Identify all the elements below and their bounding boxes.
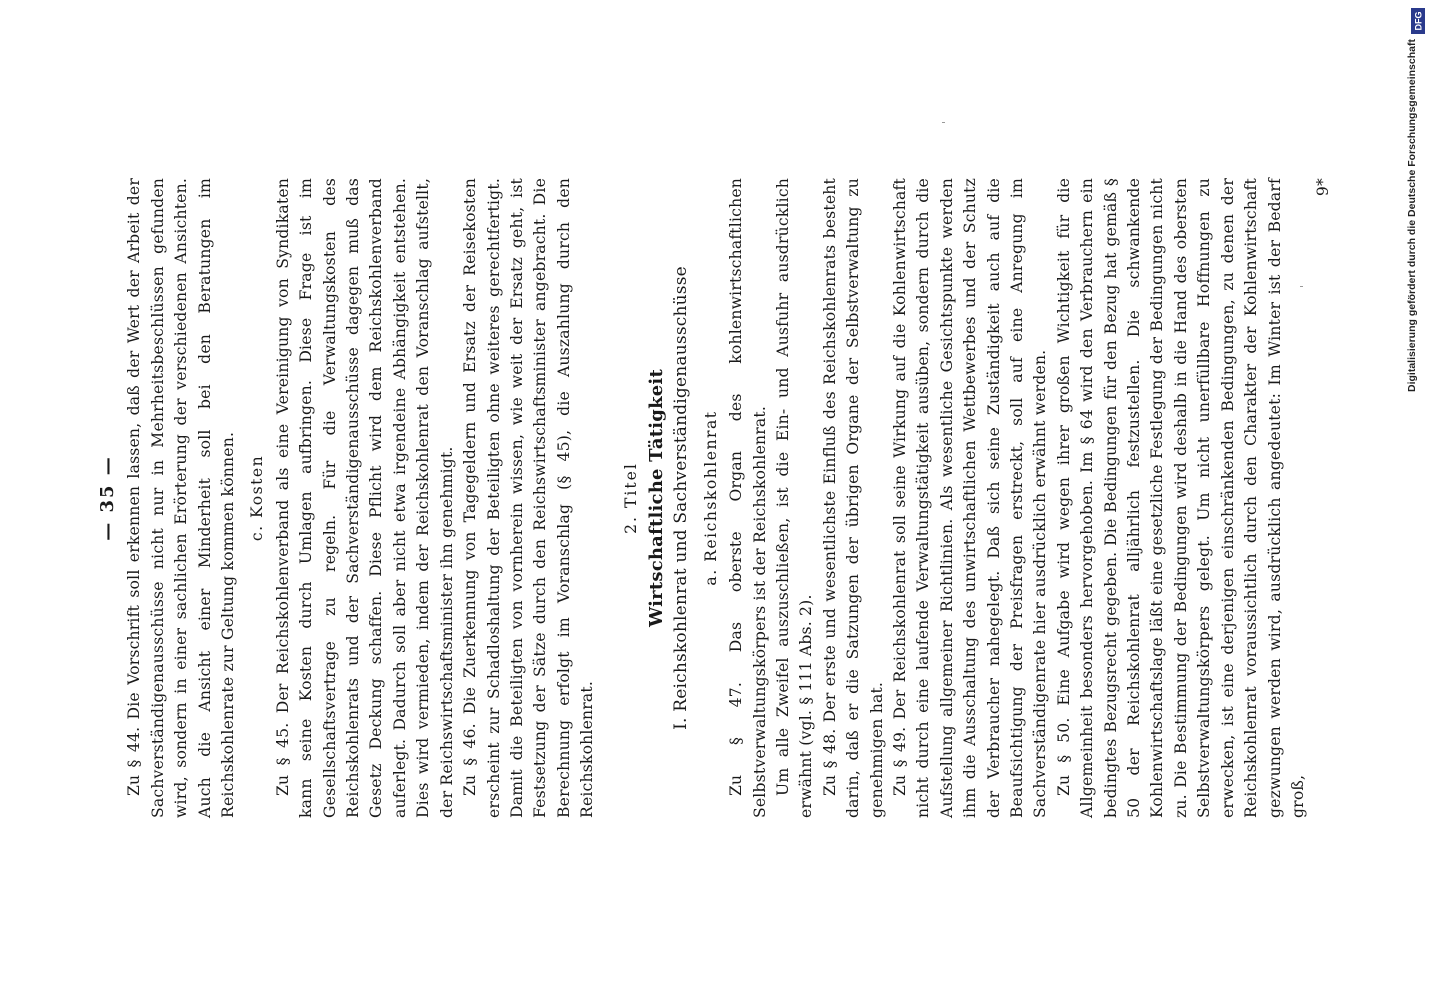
signature-mark: 9* — [1314, 178, 1333, 197]
paragraph-47b: Um alle Zweifel auszuschließen, ist die Ein- und Ausfuhr ausdrücklich erwähnt (vgl. § 111 Abs. 2). — [773, 178, 816, 818]
paragraph-45: Zu § 45. Der Reichskohlenverband als eine Vereinigung von Syndikaten kann seine Kosten durch Umlagen aufbringen. Diese Frage ist im Gesellschaftsvertrage zu regeln. Für die Verwaltungskosten des Reichskohlenrats und der Sachverständigenausschüsse dagegen muß das Gesetz Deckung schaffen. Diese Pflicht wird dem Reichskohlenverband auferlegt. Dadurch soll aber nicht etwa irgendeine Abhängigkeit entstehen. Dies wird vermieden, indem der Reichskohlenrat den Voranschlag aufstellt, der Reichswirtschaftsminister ihn genehmigt. — [273, 178, 456, 818]
section-kosten: c. Kosten — [248, 454, 267, 542]
digitization-credit: Digitalisierung gefördert durch die Deutsche Forschungsgemeinschaft — [1406, 39, 1418, 392]
dfg-logo-text: DFG — [1413, 11, 1423, 31]
paragraph-44: Zu § 44. Die Vorschrift soll erkennen lassen, daß der Wert der Arbeit der Sachverständigenausschüsse nicht nur in Mehrheitsbeschlüssen gefunden wird, sondern in einer sachlichen Erörterung der verschiedenen Ansichten. Auch die Ansicht einer Minderheit soll bei den Beratungen im Reichskohlenrate zur Geltung kommen können. — [125, 178, 238, 818]
sub-heading: I. Reichskohlenrat und Sachverständigenausschüsse — [671, 266, 692, 730]
scan-speck — [942, 122, 945, 123]
titel-label: 2. Titel — [621, 462, 640, 534]
dfg-logo-icon — [1411, 8, 1425, 34]
page-body — [96, 178, 1336, 818]
scan-speck — [1300, 286, 1303, 287]
section-reichskohlenrat: a. Reichskohlenrat — [701, 410, 720, 586]
page-number: — 35 — — [97, 455, 118, 541]
paragraph-50: Zu § 50. Eine Aufgabe wird wegen ihrer großen Wichtigkeit für die Allgemeinheit besonders hervorgehoben. Im § 64 wird den Verbrauchern ein bedingtes Bezugsrecht gegeben. Die Bedingungen für den Bezug hat gemäß § 50 der Reichskohlenrat alljährlich festzustellen. Die schwankende Kohlenwirtschaftslage läßt eine gesetzliche Festlegung der Bedingungen nicht zu. Die Bestimmung der Bedingungen wird deshalb in die Hand des obersten Selbstverwaltungskörpers gelegt. Um nicht unerfüllbare Hoffnungen zu erwecken, ist eine derjenigen einschränkenden Bedingungen, zu denen der Reichskohlenrat voraussichtlich durch den Charakter der Kohlenwirtschaft gezwungen werden wird, ausdrücklich angedeutet: Im Winter ist der Bedarf groß, — [1054, 178, 1307, 818]
paragraph-46: Zu § 46. Die Zuerkennung von Tagegeldern und Ersatz der Reisekosten erscheint zur Schadloshaltung der Beteiligten ohne weiteres gerechtfertigt. Damit die Beteiligten von vornherein wissen, wie weit der Ersatz geht, ist Festsetzung der Sätze durch den Reichswirtschaftsminister angebracht. Die Berechnung erfolgt im Voranschlag (§ 45), die Auszahlung durch den Reichskohlenrat. — [461, 178, 597, 818]
digitization-sidebar — [1404, 0, 1434, 1000]
paragraph-48: Zu § 48. Der erste und wesentlichste Einfluß des Reichskohlenrats besteht darin, daß er die Satzungen der übrigen Organe der Selbstverwaltung zu genehmigen hat. — [820, 178, 886, 818]
paragraph-49: Zu § 49. Der Reichskohlenrat soll seine Wirkung auf die Kohlenwirtschaft nicht durch eine laufende Verwaltungstätigkeit ausüben, sondern durch die Aufstellung allgemeiner Richtlinien. Als wesentliche Gesichtspunkte werden ihm die Ausschaltung des unwirtschaftlichen Wettbewerbes und der Schutz der Verbraucher nahegelegt. Daß sich seine Zuständigkeit auch auf die Beaufsichtigung der Preisfragen erstreckt, soll auf eine Anregung im Sachverständigenrate hier ausdrücklich erwähnt werden. — [891, 178, 1050, 818]
main-heading: Wirtschaftliche Tätigkeit — [645, 369, 667, 627]
paragraph-47: Zu § 47. Das oberste Organ des kohlenwirtschaftlichen Selbstverwaltungskörpers ist der Reichskohlenrat. — [727, 178, 769, 818]
